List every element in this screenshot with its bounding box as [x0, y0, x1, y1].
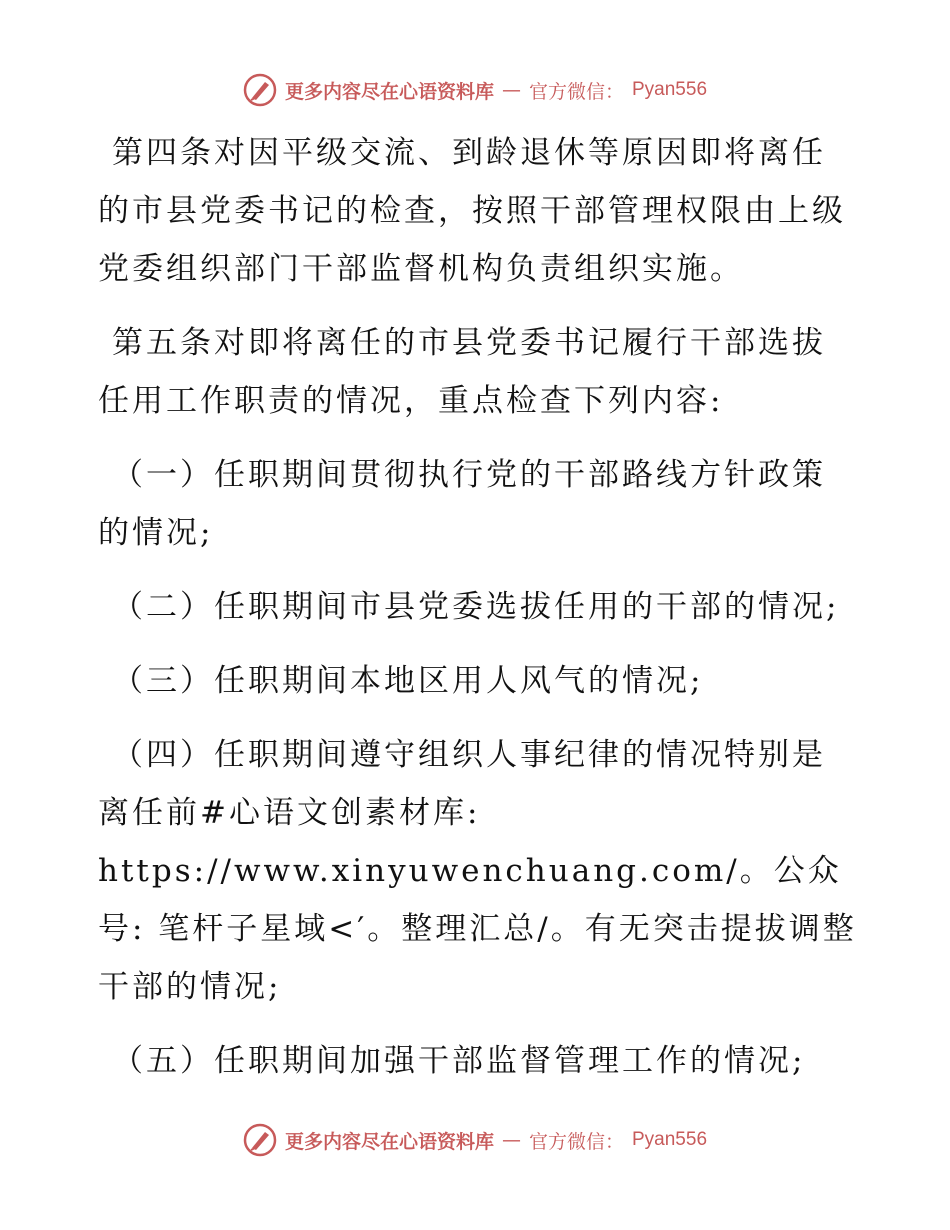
- banner-separator: —: [501, 1129, 521, 1151]
- list-item-3: [98, 652, 858, 710]
- paragraph-text: （五）任职期间加强干部监督管理工作的情况;: [112, 1043, 806, 1079]
- list-item-1: [98, 446, 858, 562]
- banner-wechat-label: 官方微信：: [528, 1130, 624, 1153]
- quill-pen-logo-icon: [243, 1123, 277, 1157]
- paragraph-text: （二）任职期间市县党委选拔任用的干部的情况;: [112, 589, 840, 625]
- paragraph-article-5: [98, 314, 858, 430]
- paragraph-text: 第五条对即将离任的市县党委书记履行干部选拔任用工作职责的情况，重点检查下列内容:: [98, 325, 826, 419]
- paragraph-text: 第四条对因平级交流、到龄退休等原因即将离任的市县党委书记的检查，按照干部管理权限由上级党委组织部门干部监督机构负责组织实施。: [98, 135, 846, 287]
- list-item-5: [98, 1032, 858, 1090]
- banner-wechat-id: Pyan556: [632, 79, 708, 100]
- banner-brand-text: 更多内容尽在心语资料库: [284, 80, 494, 103]
- header-watermark-banner: [0, 70, 950, 110]
- paragraph-article-4: [98, 124, 858, 298]
- banner-wechat-id: Pyan556: [632, 1129, 708, 1150]
- document-body: [98, 124, 858, 1106]
- banner-separator: —: [501, 79, 521, 101]
- footer-watermark-banner: [0, 1120, 950, 1160]
- list-item-2: [98, 578, 858, 636]
- banner-wechat-label: 官方微信：: [528, 80, 624, 103]
- quill-pen-logo-icon: [243, 73, 277, 107]
- paragraph-text: （一）任职期间贯彻执行党的干部路线方针政策的情况;: [98, 457, 826, 551]
- paragraph-text: （三）任职期间本地区用人风气的情况;: [112, 663, 704, 699]
- list-item-4: [98, 726, 858, 1016]
- banner-brand-text: 更多内容尽在心语资料库: [284, 1130, 494, 1153]
- paragraph-text: （四）任职期间遵守组织人事纪律的情况特别是离任前#心语文创素材库: https://www.xinyuwenchuang.com/。公众号: 笔杆子星域<′。整理汇总/。有无突击提拔调整干部的情况;: [98, 737, 857, 1005]
